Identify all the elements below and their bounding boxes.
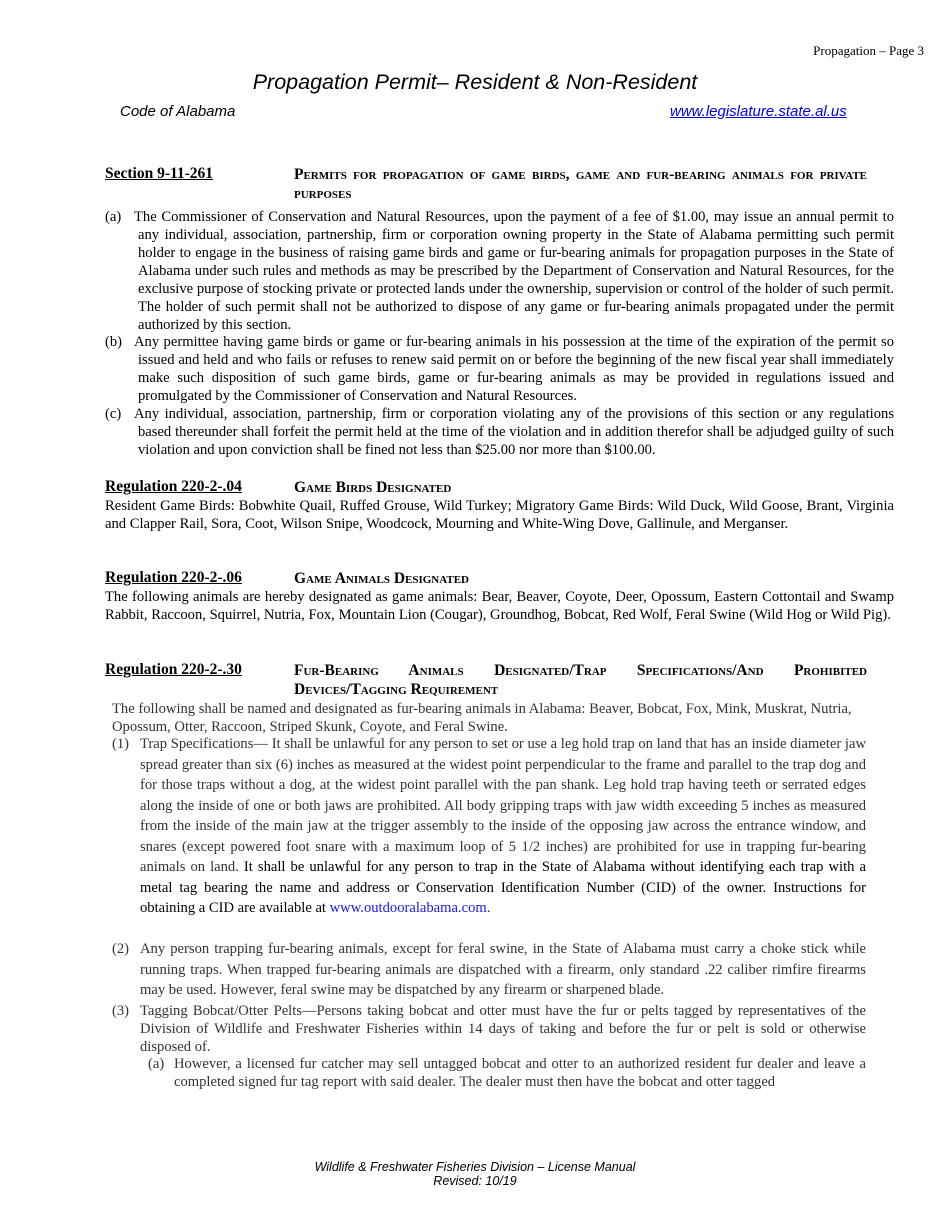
regulation-ref: Regulation 220-2-.04 (105, 478, 242, 495)
document-title: Propagation Permit– Resident & Non-Resident (252, 70, 698, 94)
regulation-ref: Regulation 220-2-.06 (105, 569, 242, 586)
tagging-pelts-text: Tagging Bobcat/Otter Pelts—Persons taking bobcat and otter must have the fur or pelts tagged by representatives of the Division of Wildlife and Freshwater Fisheries within 14 days of taking and before the fur or pelt is sold or otherwise disposed of. (140, 1003, 866, 1055)
trap-specifications-item (112, 734, 866, 919)
section-title: Permits for propagation of game birds, game and fur-bearing animals for private purposes (294, 166, 867, 202)
trap-tagging-text: It shall be unlawful for any person to trap in the State of Alabama without identifying each trap with a metal tag bearing the name and address or Conservation Identification Number (CID) of the owner. Instructions for obtaining a CID are available at (140, 859, 866, 916)
section-9-11-261-item-c (105, 405, 894, 459)
item-label: (b) (105, 334, 123, 350)
regulation-title: Fur-Bearing Animals Designated/Trap Specifications/And Prohibited Devices/Tagging Requirement (294, 662, 867, 698)
legislature-website-link[interactable]: www.legislature.state.al.us (670, 103, 847, 120)
regulation-220-2-04-text: Resident Game Birds: Bobwhite Quail, Ruffed Grouse, Wild Turkey; Migratory Game Birds: Wild Duck, Wild Goose, Brant, Virginia and Clapper Rail, Sora, Coot, Wilson Snipe, Woodcock, Mourning and White-Wing Dove, Gallinule, and Merganser. (105, 498, 894, 532)
footer-manual-title: Wildlife & Freshwater Fisheries Division – License Manual (314, 1160, 636, 1174)
item-text: The Commissioner of Conservation and Natural Resources, upon the payment of a fee of $1.00, may issue an annual permit to any individual, association, partnership, firm or corporation owning property in the State of Alabama permitting such permit holder to engage in the business of raising game birds and game or fur-bearing animals for propagation purposes in the State of Alabama under such rules and methods as may be prescribed by the Department of Conservation and Natural Resources, for the exclusive purpose of stocking private or protected lands under the ownership, supervision or control of the holder of such permit. The holder of such permit shall not be authorized to dispose of any game or fur-bearing animals propagated under the permit authorized by this section. (134, 209, 894, 333)
item-text: Any permittee having game birds or game or fur-bearing animals in his possession at the time of the expiration of the permit so issued and held and who fails or refuses to renew said permit on or before the beginning of the new fiscal year shall immediately make such disposition of such game birds, game or fur-bearing animals as may be provided in regulations issued and promulgated by the Commissioner of Conservation and Natural Resources. (134, 334, 894, 404)
regulation-ref: Regulation 220-2-.30 (105, 661, 242, 678)
footer (0, 1160, 950, 1188)
regulation-220-2-30-intro: The following shall be named and designated as fur-bearing animals in Alabama: Beaver, Bobcat, Fox, Mink, Muskrat, Nutria, Opossum, Otter, Raccoon, Striped Skunk, Coyote, and Feral Swine. (112, 701, 852, 735)
section-ref: Section 9-11-261 (105, 165, 214, 182)
item-text: Any individual, association, partnership, firm or corporation violating any of the provisions of this section or any regulations based thereunder shall forfeit the permit held at the time of the violation and in addition therefor shall be adjudged guilty of such violation and upon conviction shall be fined not less than $25.00 nor more than $100.00. (134, 406, 894, 458)
item-label: (3) (112, 1003, 130, 1019)
choke-stick-item (112, 939, 866, 1001)
regulation-title: Game Birds Designated (294, 479, 452, 496)
fur-dealer-subitem (148, 1055, 866, 1091)
footer-revised-date: Revised: 10/19 (433, 1174, 517, 1188)
choke-stick-text: Any person trapping fur-bearing animals, except for feral swine, in the State of Alabama must carry a choke stick while running traps. When trapped fur-bearing animals are dispatched with a firearm, only standard .22 caliber rimfire firearms may be used. However, feral swine may be dispatched by any firearm or sharpened blade. (140, 941, 866, 998)
item-label: (c) (105, 406, 122, 422)
item-label: (1) (112, 736, 130, 752)
fur-dealer-text: However, a licensed fur catcher may sell untagged bobcat and otter to an authorized resident fur dealer and leave a completed signed fur tag report with said dealer. The dealer must then have the bobcat and otter tagged (174, 1056, 866, 1090)
page-number: Propagation – Page 3 (813, 43, 924, 58)
outdooralabama-link[interactable]: www.outdooralabama.com (329, 900, 487, 916)
section-9-11-261-item-a (105, 208, 894, 334)
trap-item-end: . (486, 900, 491, 916)
code-of-alabama-label: Code of Alabama (120, 103, 236, 120)
section-9-11-261-item-b (105, 333, 894, 405)
trap-specifications-text: Trap Specifications— It shall be unlawful for any person to set or use a leg hold trap on land that has an inside diameter jaw spread greater than six (6) inches as measured at the widest point perpendicular to the frame and parallel to the trap dog and for those traps without a dog, at the widest point parallel with the pan shank. Leg hold trap having teeth or serrated edges along the inside of one or both jaws are prohibited. All body gripping traps with jaw width exceeding 5 inches as measured from the inside of the main jaw at the trigger assembly to the inside of the opposing jaw across the entrance window, and snares (except powered foot snare with a maximum loop of 5 1/2 inches) are prohibited for use in trapping fur-bearing animals on land. (140, 736, 866, 875)
regulation-title: Game Animals Designated (294, 570, 469, 587)
regulation-220-2-06-text: The following animals are hereby designated as game animals: Bear, Beaver, Coyote, Deer, Opossum, Eastern Cottontail and Swamp Rabbit, Raccoon, Squirrel, Nutria, Fox, Mountain Lion (Cougar), Groundhog, Bobcat, Red Wolf, Feral Swine (Wild Hog or Wild Pig). (105, 589, 894, 623)
tagging-pelts-item (112, 1002, 866, 1056)
item-label: (a) (148, 1056, 165, 1072)
item-label: (2) (112, 941, 130, 957)
item-label: (a) (105, 209, 122, 225)
